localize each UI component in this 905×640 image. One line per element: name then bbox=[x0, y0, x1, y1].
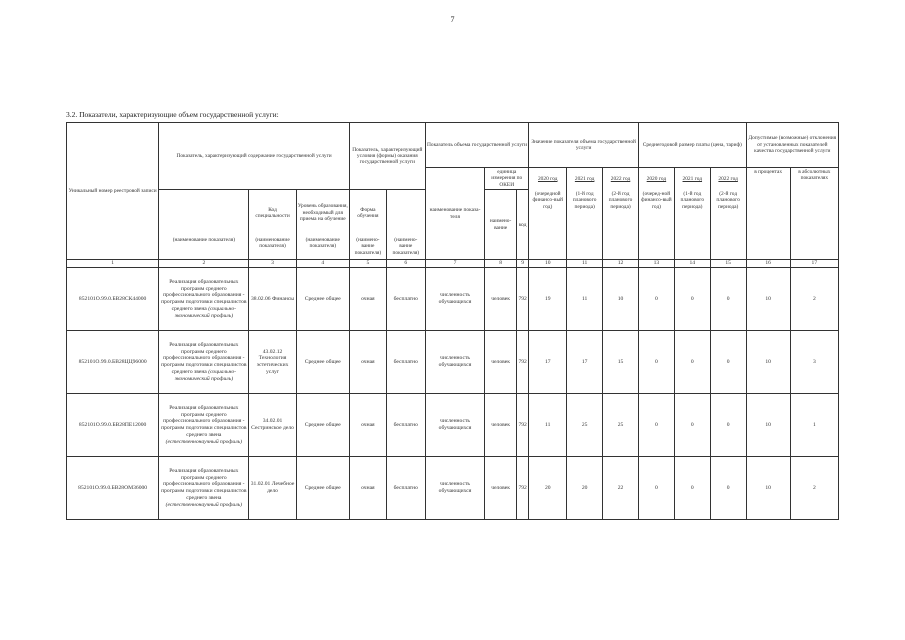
indicator-cell: численность обучающихся bbox=[425, 394, 484, 457]
page-number: 7 bbox=[450, 15, 455, 24]
specialty-cell: 31.02.01 Лечебное дело bbox=[249, 457, 296, 520]
column-number-1: 1 bbox=[67, 260, 159, 268]
header-study-form: Форма обучения bbox=[349, 190, 386, 236]
column-number-8: 8 bbox=[485, 260, 517, 268]
deviation-absolute-cell: 2 bbox=[790, 457, 838, 520]
header-year-2021: 2021 год bbox=[567, 168, 603, 190]
column-number-11: 11 bbox=[567, 260, 603, 268]
table-row bbox=[67, 394, 839, 457]
column-number-13: 13 bbox=[638, 260, 674, 268]
education-cell: Среднее общее bbox=[296, 457, 349, 520]
header-fee-2022-sub: (2-й год планового периода) bbox=[710, 190, 746, 260]
header-fee-2021: 2021 год bbox=[674, 168, 710, 190]
column-number-7: 7 bbox=[425, 260, 484, 268]
value-2022-cell: 15 bbox=[603, 331, 639, 394]
content-cell: Реализация образовательных программ среднего профессионального образования - программ подготовки специалистов среднего звена (естественнонаучный профиль) bbox=[159, 457, 249, 520]
column-number-16: 16 bbox=[746, 260, 790, 268]
header-fee-2020: 2020 год bbox=[638, 168, 674, 190]
payment-cell: бесплатно bbox=[386, 457, 425, 520]
fee-2020-cell: 0 bbox=[638, 457, 674, 520]
fee-2020-cell: 0 bbox=[638, 394, 674, 457]
education-cell: Среднее общее bbox=[296, 268, 349, 331]
deviation-absolute-cell: 2 bbox=[790, 268, 838, 331]
payment-cell: бесплатно bbox=[386, 268, 425, 331]
header-year-2021-sub: (1-й год планового периода) bbox=[567, 190, 603, 260]
fee-2022-cell: 0 bbox=[710, 268, 746, 331]
deviation-percent-cell: 10 bbox=[746, 457, 790, 520]
fee-2021-cell: 0 bbox=[674, 268, 710, 331]
header-fee-2022: 2022 год bbox=[710, 168, 746, 190]
column-number-14: 14 bbox=[674, 260, 710, 268]
column-number-6: 6 bbox=[386, 260, 425, 268]
value-2020-cell: 20 bbox=[529, 457, 567, 520]
header-specialty-indicator-label: (наименование показателя) bbox=[249, 236, 296, 260]
form-cell: очная bbox=[349, 268, 386, 331]
value-2021-cell: 25 bbox=[567, 394, 603, 457]
deviation-absolute-cell: 1 bbox=[790, 394, 838, 457]
value-2020-cell: 11 bbox=[529, 394, 567, 457]
column-number-10: 10 bbox=[529, 260, 567, 268]
column-number-12: 12 bbox=[603, 260, 639, 268]
form-cell: очная bbox=[349, 331, 386, 394]
indicator-cell: численность обучающихся bbox=[425, 268, 484, 331]
header-form-indicator-label: (наимено-вание показателя) bbox=[349, 236, 386, 260]
header-fee-group: Среднегодовой размер платы (цена, тариф) bbox=[638, 123, 746, 168]
header-unit-code: код bbox=[516, 190, 528, 260]
header-in-absolute: в абсолютных показателях bbox=[790, 168, 838, 260]
specialty-cell: 38.02.06 Финансы bbox=[249, 268, 296, 331]
unit-name-cell: человек bbox=[485, 268, 517, 331]
fee-2022-cell: 0 bbox=[710, 331, 746, 394]
column-number-row bbox=[67, 260, 839, 268]
specialty-cell: 34.02.01 Сестринское дело bbox=[249, 394, 296, 457]
header-year-2022-sub: (2-й год планового периода) bbox=[603, 190, 639, 260]
header-content-group: Показатель, характеризующий содержание государственной услуги bbox=[159, 123, 350, 190]
unit-name-cell: человек bbox=[485, 457, 517, 520]
value-2022-cell: 22 bbox=[603, 457, 639, 520]
indicator-cell: численность обучающихся bbox=[425, 331, 484, 394]
unique-number-cell: 852101О.99.0.БВ28ОМ36000 bbox=[67, 457, 159, 520]
header-fee-2021-sub: (1-й год планового периода) bbox=[674, 190, 710, 260]
header-unit-name: наимено-вание bbox=[485, 190, 517, 260]
form-cell: очная bbox=[349, 394, 386, 457]
unit-code-cell: 792 bbox=[516, 457, 528, 520]
unique-number-cell: 852101О.99.0.БВ28ПЕ12000 bbox=[67, 394, 159, 457]
header-conditions-group: Показатель, характеризующий условия (формы) оказания государственной услуги bbox=[349, 123, 425, 190]
volume-indicators-table bbox=[66, 122, 839, 520]
specialty-cell: 43.02.12 Технология эстетических услуг bbox=[249, 331, 296, 394]
deviation-percent-cell: 10 bbox=[746, 331, 790, 394]
fee-2021-cell: 0 bbox=[674, 394, 710, 457]
table-row bbox=[67, 331, 839, 394]
header-unique-number: Уникальный номер реестровой записи bbox=[67, 123, 159, 260]
value-2022-cell: 25 bbox=[603, 394, 639, 457]
deviation-percent-cell: 10 bbox=[746, 268, 790, 331]
table-row bbox=[67, 457, 839, 520]
education-cell: Среднее общее bbox=[296, 331, 349, 394]
content-cell: Реализация образовательных программ среднего профессионального образования - программ подготовки специалистов среднего звена (естественнонаучный профиль) bbox=[159, 394, 249, 457]
unit-code-cell: 792 bbox=[516, 268, 528, 331]
column-number-5: 5 bbox=[349, 260, 386, 268]
fee-2020-cell: 0 bbox=[638, 331, 674, 394]
header-payment-indicator-label: (наимено-вание показателя) bbox=[386, 236, 425, 260]
indicator-cell: численность обучающихся bbox=[425, 457, 484, 520]
value-2021-cell: 17 bbox=[567, 331, 603, 394]
unique-number-cell: 852101О.99.0.БВ28ЦЦ96000 bbox=[67, 331, 159, 394]
content-cell: Реализация образовательных программ среднего профессионального образования - программ подготовки специалистов среднего звена (социально-экономический профиль) bbox=[159, 331, 249, 394]
education-cell: Среднее общее bbox=[296, 394, 349, 457]
unit-code-cell: 792 bbox=[516, 394, 528, 457]
header-fee-2020-sub: (очеред-ной финансо-вый год) bbox=[638, 190, 674, 260]
column-number-2: 2 bbox=[159, 260, 249, 268]
form-cell: очная bbox=[349, 457, 386, 520]
fee-2022-cell: 0 bbox=[710, 457, 746, 520]
header-indicator-name: наименование показа-теля bbox=[425, 168, 484, 260]
column-number-4: 4 bbox=[296, 260, 349, 268]
header-unit-okei: единица измерения по ОКЕИ bbox=[485, 168, 529, 190]
section-title: 3.2. Показатели, характеризующие объем государственной услуги: bbox=[66, 110, 279, 119]
value-2020-cell: 19 bbox=[529, 268, 567, 331]
header-content-blank bbox=[159, 190, 249, 236]
value-2020-cell: 17 bbox=[529, 331, 567, 394]
value-2022-cell: 10 bbox=[603, 268, 639, 331]
header-education-level: Уровень образования, необходимый для приема на обучение bbox=[296, 190, 349, 236]
value-2021-cell: 20 bbox=[567, 457, 603, 520]
header-deviation-group: Допустимые (возможные) отклонения от установленных показателей качества государственной услуги bbox=[746, 123, 838, 168]
column-number-9: 9 bbox=[516, 260, 528, 268]
header-in-percent: в процентах bbox=[746, 168, 790, 260]
column-number-3: 3 bbox=[249, 260, 296, 268]
header-content-indicator-label: (наименование показателя) bbox=[159, 236, 249, 260]
deviation-percent-cell: 10 bbox=[746, 394, 790, 457]
header-year-2022: 2022 год bbox=[603, 168, 639, 190]
payment-cell: бесплатно bbox=[386, 331, 425, 394]
header-year-2020-sub: (очередной финансо-вый год) bbox=[529, 190, 567, 260]
column-number-17: 17 bbox=[790, 260, 838, 268]
fee-2022-cell: 0 bbox=[710, 394, 746, 457]
header-year-2020: 2020 год bbox=[529, 168, 567, 190]
header-education-indicator-label: (наименование показателя) bbox=[296, 236, 349, 260]
fee-2021-cell: 0 bbox=[674, 331, 710, 394]
content-cell: Реализация образовательных программ среднего профессионального образования - программ подготовки специалистов среднего звена (социально-экономический профиль) bbox=[159, 268, 249, 331]
column-number-15: 15 bbox=[710, 260, 746, 268]
fee-2021-cell: 0 bbox=[674, 457, 710, 520]
unit-code-cell: 792 bbox=[516, 331, 528, 394]
table-row bbox=[67, 268, 839, 331]
header-volume-group: Показатель объема государственной услуги bbox=[425, 123, 529, 168]
unit-name-cell: человек bbox=[485, 394, 517, 457]
unique-number-cell: 852101О.99.0.БВ28СК44000 bbox=[67, 268, 159, 331]
payment-cell: бесплатно bbox=[386, 394, 425, 457]
unit-name-cell: человек bbox=[485, 331, 517, 394]
header-value-group: Значение показателя объема государственной услуги bbox=[529, 123, 639, 168]
header-conditions-blank bbox=[386, 190, 425, 236]
deviation-absolute-cell: 3 bbox=[790, 331, 838, 394]
header-specialty-code: Код специальности bbox=[249, 190, 296, 236]
value-2021-cell: 11 bbox=[567, 268, 603, 331]
fee-2020-cell: 0 bbox=[638, 268, 674, 331]
